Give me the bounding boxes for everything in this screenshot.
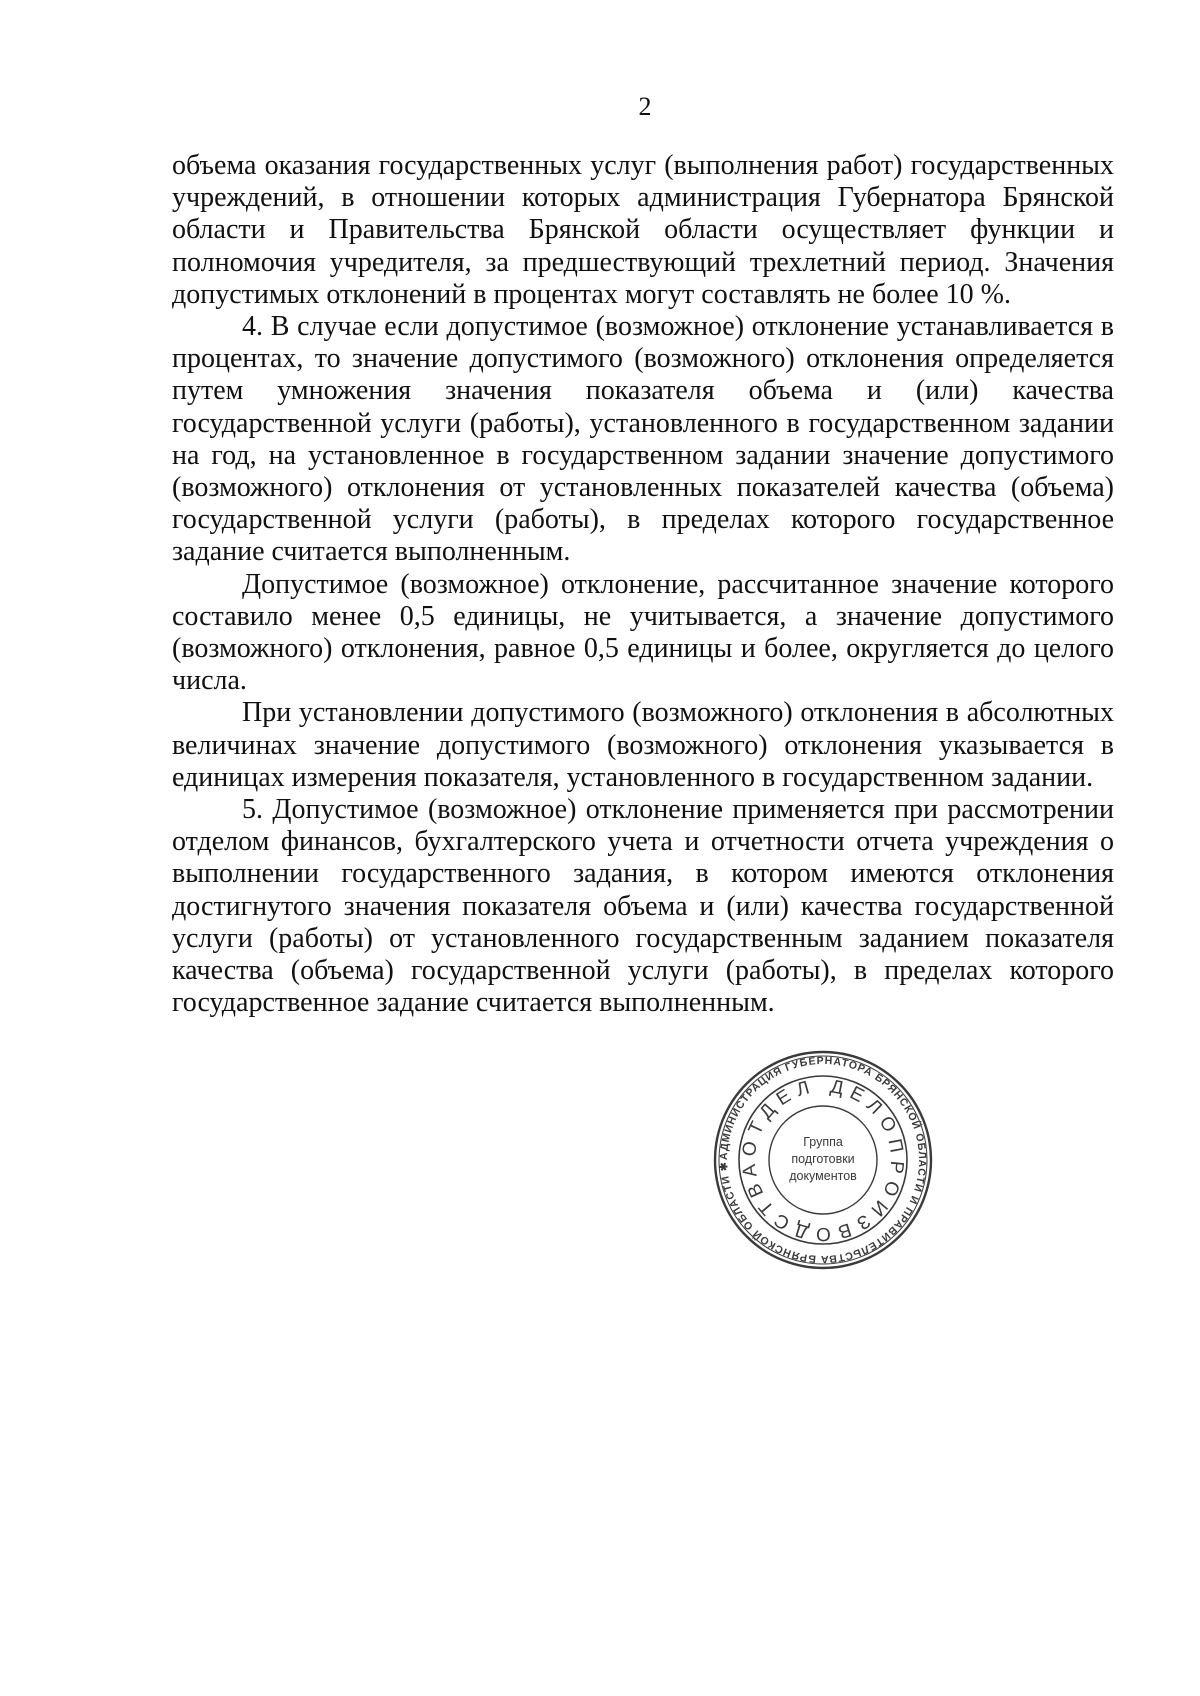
paragraph-continuation: объема оказания государственных услуг (выполнения работ) государственных учреждений, в отношении которых администрация Губернатора Брянской области и Правительства Брянской области осуществляет функции и полномочия учредителя, за предшествующий трехлетний период. Значения допустимых отклонений в процентах могут составлять не более 10 %. xyxy=(172,150,1114,310)
seal-center-line-3: документов xyxy=(789,1169,857,1183)
paragraph-item-4: 4. В случае если допустимое (возможное) отклонение устанавливается в процентах, то значение допустимого (возможного) отклонения определяется путем умножения значения показателя объема и (или) качества государственной услуги (работы), установленного в государственном задании на год, на установленное в государственном задании значение допустимого (возможного) отклонения от установленных показателей качества (объема) государственной услуги (работы), в пределах которого государственное задание считается выполненным. xyxy=(172,311,1114,568)
seal-center-line-2: подготовки xyxy=(791,1152,855,1166)
paragraph-item-5: 5. Допустимое (возможное) отклонение применяется при рассмотрении отделом финансов, бухгалтерского учета и отчетности отчета учреждения о выполнении государственного задания, в котором имеются отклонения достигнутого значения показателя объема и (или) качества государственной услуги (работы) от установленного государственным заданием показателя качества (объема) государственной услуги (работы), в пределах которого государственное задание считается выполненным. xyxy=(172,794,1114,1019)
paragraph-absolute-values: При установлении допустимого (возможного) отклонения в абсолютных величинах значение допустимого (возможного) отклонения указывается в единицах измерения показателя, установленного в государственном задании. xyxy=(172,697,1114,793)
page-number: 2 xyxy=(638,92,652,121)
document-body xyxy=(172,150,1114,1019)
official-seal-stamp xyxy=(712,1050,934,1270)
seal-inner-text: ОТДЕЛ ДЕЛОПРОИЗВОДСТВА xyxy=(738,1075,908,1245)
seal-outer-text: АДМИНИСТРАЦИЯ ГУБЕРНАТОРА БРЯНСКОЙ ОБЛАСТИ И ПРАВИТЕЛЬСТВА БРЯНСКОЙ ОБЛАСТИ ✱ xyxy=(717,1054,929,1266)
seal-icon xyxy=(712,1050,934,1270)
seal-center-line-1: Группа xyxy=(803,1135,843,1149)
paragraph-rounding-rule: Допустимое (возможное) отклонение, рассчитанное значение которого составило менее 0,5 единицы, не учитывается, а значение допустимого (возможного) отклонения, равное 0,5 единицы и более, округляется до целого числа. xyxy=(172,568,1114,697)
